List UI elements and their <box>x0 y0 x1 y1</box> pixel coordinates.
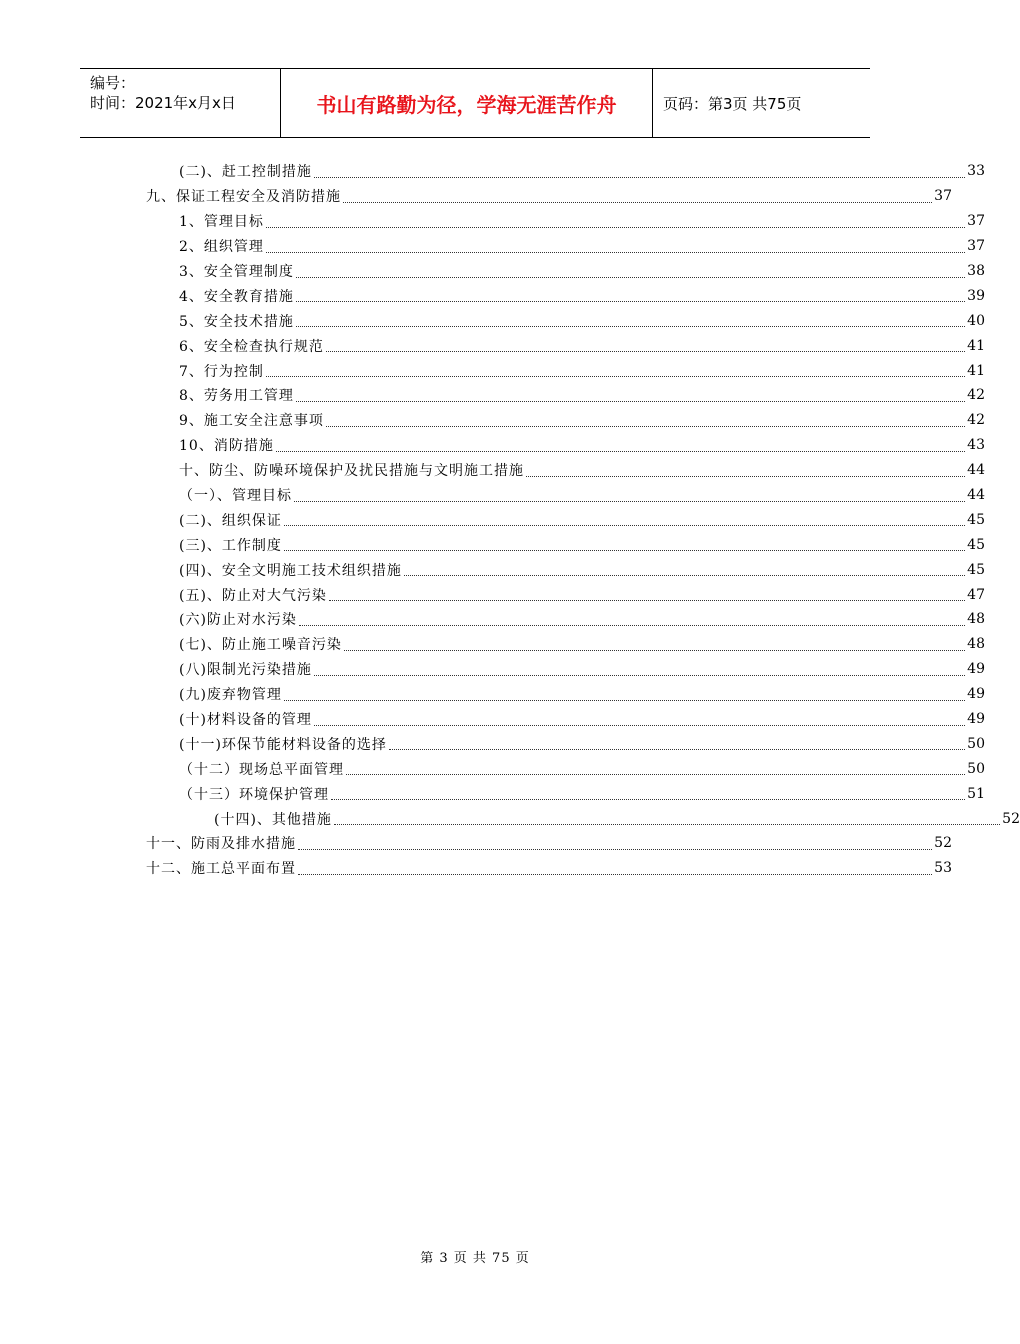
header-page-info: 页码：第3页 共75页 <box>663 94 802 113</box>
header-motto: 书山有路勤为径，学海无涯苦作舟 <box>281 69 653 137</box>
toc-entry[interactable] <box>0 234 985 259</box>
toc-entry[interactable] <box>0 632 985 657</box>
toc-entry[interactable] <box>0 483 985 508</box>
toc-entry-title: (九)废弃物管理 <box>179 687 282 704</box>
toc-dot-leader <box>276 449 965 452</box>
toc-dot-leader <box>314 673 965 676</box>
toc-entry-title: （一）、管理目标 <box>179 488 292 505</box>
document-date: 时间：2021年x月x日 <box>90 94 236 112</box>
toc-entry[interactable] <box>0 731 985 756</box>
toc-entry-title: 十二、施工总平面布置 <box>146 861 296 878</box>
toc-dot-leader <box>296 275 965 278</box>
toc-entry-page: 43 <box>967 437 985 454</box>
toc-dot-leader <box>343 200 932 203</box>
toc-entry[interactable] <box>0 582 985 607</box>
toc-entry-page: 38 <box>967 263 985 279</box>
toc-dot-leader <box>329 598 965 601</box>
toc-entry[interactable] <box>0 856 952 881</box>
toc-dot-leader <box>526 474 965 477</box>
toc-entry[interactable] <box>0 358 985 383</box>
toc-entry-title: (十一)环保节能材料设备的选择 <box>179 736 387 753</box>
toc-entry-title: 8、劳务用工管理 <box>179 388 294 405</box>
toc-entry-title: (三)、工作制度 <box>179 537 282 554</box>
toc-entry[interactable] <box>0 433 985 458</box>
toc-entry-page: 40 <box>967 312 985 329</box>
toc-entry-page: 48 <box>967 636 985 653</box>
toc-dot-leader <box>284 698 965 701</box>
toc-entry-page: 44 <box>967 462 985 479</box>
toc-dot-leader <box>344 648 965 651</box>
toc-entry[interactable] <box>0 682 985 707</box>
toc-entry-page: 51 <box>967 785 985 802</box>
toc-dot-leader <box>296 324 965 327</box>
toc-dot-leader <box>266 250 965 253</box>
toc-entry[interactable] <box>0 507 985 532</box>
toc-entry-title: 2、组织管理 <box>179 239 264 256</box>
toc-entry-page: 41 <box>967 337 985 354</box>
toc-entry-title: 4、安全教育措施 <box>179 288 294 305</box>
toc-entry-title: (二)、组织保证 <box>179 512 282 529</box>
toc-entry-page: 49 <box>967 661 985 678</box>
toc-entry-page: 53 <box>934 860 952 877</box>
toc-dot-leader <box>284 523 965 526</box>
toc-entry-page: 39 <box>967 287 985 304</box>
toc-entry[interactable] <box>0 756 985 781</box>
toc-entry[interactable] <box>0 184 952 209</box>
toc-entry-page: 44 <box>967 487 985 504</box>
toc-dot-leader <box>266 374 965 377</box>
toc-dot-leader <box>404 573 965 576</box>
toc-entry[interactable] <box>0 781 985 806</box>
toc-entry-page: 42 <box>967 387 985 404</box>
toc-entry-title: 1、管理目标 <box>179 214 264 231</box>
toc-entry[interactable] <box>0 557 985 582</box>
toc-dot-leader <box>331 797 965 800</box>
toc-dot-leader <box>334 822 1000 825</box>
toc-dot-leader <box>266 225 965 228</box>
toc-entry-title: 5、安全技术措施 <box>179 313 294 330</box>
toc-entry[interactable] <box>0 333 985 358</box>
toc-entry[interactable] <box>0 159 985 184</box>
toc-entry[interactable] <box>0 831 952 856</box>
toc-entry-page: 50 <box>967 760 985 777</box>
toc-entry[interactable] <box>0 458 985 483</box>
toc-dot-leader <box>314 175 965 178</box>
toc-entry-title: （十三）环境保护管理 <box>179 786 329 803</box>
toc-entry-page: 37 <box>967 213 985 230</box>
toc-entry-title: 九、保证工程安全及消防措施 <box>146 189 341 206</box>
toc-entry[interactable] <box>0 532 985 557</box>
toc-entry[interactable] <box>0 408 985 433</box>
header-meta <box>80 69 281 137</box>
toc-entry[interactable] <box>0 806 1020 831</box>
toc-entry-title: (六)防止对水污染 <box>179 612 297 629</box>
toc-entry[interactable] <box>0 707 985 732</box>
table-of-contents <box>0 159 1020 881</box>
toc-dot-leader <box>294 499 965 502</box>
toc-dot-leader <box>389 747 965 750</box>
toc-dot-leader <box>298 847 932 850</box>
toc-entry[interactable] <box>0 607 985 632</box>
toc-dot-leader <box>346 772 965 775</box>
toc-entry-page: 45 <box>967 536 985 553</box>
toc-entry-title: (四)、安全文明施工技术组织措施 <box>179 562 402 579</box>
toc-dot-leader <box>326 349 965 352</box>
toc-entry-page: 52 <box>1002 810 1020 827</box>
toc-entry[interactable] <box>0 283 985 308</box>
toc-entry-title: （十二）现场总平面管理 <box>179 761 344 778</box>
toc-entry-page: 52 <box>934 835 952 852</box>
toc-entry[interactable] <box>0 308 985 333</box>
toc-entry-page: 49 <box>967 711 985 728</box>
toc-dot-leader <box>296 299 965 302</box>
page-footer: 第 3 页 共 75 页 <box>420 1251 530 1266</box>
toc-entry-page: 41 <box>967 362 985 379</box>
toc-entry-page: 49 <box>967 686 985 703</box>
toc-dot-leader <box>298 872 932 875</box>
toc-entry-page: 45 <box>967 561 985 578</box>
toc-dot-leader <box>314 723 965 726</box>
toc-entry-title: 7、行为控制 <box>179 363 264 380</box>
toc-entry-title: 十、防尘、防噪环境保护及扰民措施与文明施工措施 <box>179 463 524 480</box>
toc-dot-leader <box>299 623 965 626</box>
toc-entry-title: 6、安全检查执行规范 <box>179 338 324 355</box>
toc-dot-leader <box>296 399 965 402</box>
toc-entry-title: 10、消防措施 <box>179 438 274 455</box>
toc-entry-title: (十)材料设备的管理 <box>179 712 312 729</box>
toc-entry[interactable] <box>0 383 985 408</box>
toc-entry-title: (十四)、其他措施 <box>214 811 332 828</box>
toc-entry[interactable] <box>0 259 985 284</box>
toc-entry-page: 42 <box>967 412 985 429</box>
toc-entry-page: 33 <box>967 163 985 180</box>
toc-entry-page: 37 <box>934 188 952 205</box>
toc-entry-page: 48 <box>967 611 985 628</box>
page-header <box>80 68 870 138</box>
toc-entry[interactable] <box>0 209 985 234</box>
toc-entry-title: 十一、防雨及排水措施 <box>146 836 296 853</box>
toc-entry-title: (二)、赶工控制措施 <box>179 164 312 181</box>
document-number-label: 编号： <box>90 74 136 92</box>
toc-dot-leader <box>284 548 965 551</box>
toc-entry-title: (七)、防止施工噪音污染 <box>179 637 342 654</box>
toc-entry-page: 45 <box>967 511 985 528</box>
toc-entry-title: 3、安全管理制度 <box>179 264 294 280</box>
toc-entry[interactable] <box>0 657 985 682</box>
toc-entry-title: (八)限制光污染措施 <box>179 662 312 679</box>
toc-dot-leader <box>326 424 965 427</box>
toc-entry-title: 9、施工安全注意事项 <box>179 413 324 430</box>
toc-entry-page: 37 <box>967 238 985 255</box>
toc-entry-title: (五)、防止对大气污染 <box>179 587 327 604</box>
toc-entry-page: 47 <box>967 586 985 603</box>
toc-entry-page: 50 <box>967 735 985 752</box>
